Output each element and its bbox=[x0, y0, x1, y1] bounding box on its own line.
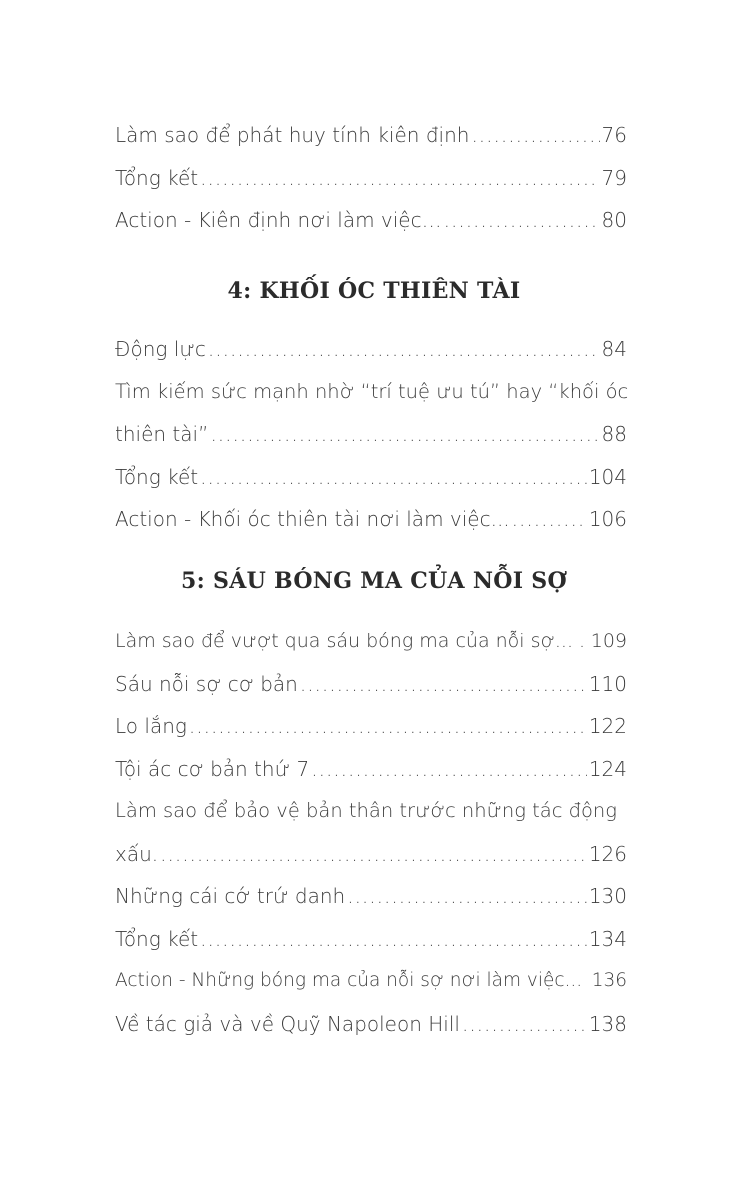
toc-entry-title: Làm sao để vượt qua sáu bóng ma của nỗi sợ... . bbox=[115, 630, 586, 652]
toc-entry-title: Những cái cớ trứ danh bbox=[115, 884, 346, 908]
toc-leader-dots bbox=[311, 748, 587, 791]
toc-entry-page: 124 bbox=[588, 756, 627, 781]
toc-leader-dots bbox=[347, 875, 587, 918]
toc-entry-page: 138 bbox=[588, 1011, 627, 1036]
toc-entry[interactable] bbox=[115, 620, 627, 663]
toc-leader-dots bbox=[189, 705, 587, 748]
toc-entry[interactable] bbox=[115, 875, 627, 918]
toc-entry-title: Tội ác cơ bản thứ 7 bbox=[115, 756, 310, 781]
toc-entry-title-line: Làm sao để bảo vệ bản thân trước những tác động bbox=[115, 799, 617, 822]
toc-entry-page: 106 bbox=[588, 507, 627, 531]
toc-entry-title: Sáu nỗi sợ cơ bản bbox=[115, 671, 298, 696]
toc-entry-page: 110 bbox=[588, 671, 627, 696]
toc-entry[interactable] bbox=[115, 960, 627, 1003]
toc-entry[interactable] bbox=[115, 371, 627, 456]
toc-entry-page: 109 bbox=[590, 630, 627, 652]
toc-entry-title: Action - Kiên định nơi làm việc… bbox=[115, 208, 442, 232]
toc-entry-page: 79 bbox=[601, 165, 627, 190]
toc-entry-page: 130 bbox=[588, 884, 627, 908]
toc-entry-title: Tổng kết bbox=[115, 165, 199, 190]
toc-entry[interactable] bbox=[115, 328, 627, 371]
toc-entry-page: 88 bbox=[601, 422, 627, 446]
toc-section-chapter-5 bbox=[115, 620, 627, 1045]
toc-section-continued bbox=[115, 114, 627, 242]
toc-entry-continuation bbox=[115, 413, 627, 456]
toc-leader-dots bbox=[160, 833, 587, 876]
toc-entry[interactable] bbox=[115, 1003, 627, 1046]
toc-entry-page: 122 bbox=[588, 714, 627, 738]
toc-entry[interactable] bbox=[115, 157, 627, 200]
toc-entry-title: Động lực bbox=[115, 337, 206, 361]
toc-entry-page: 134 bbox=[588, 926, 627, 951]
toc-entry-page: 126 bbox=[588, 841, 627, 866]
toc-entry[interactable] bbox=[115, 498, 627, 541]
chapter-heading: 4: KHỐI ÓC THIÊN TÀI bbox=[227, 278, 521, 304]
chapter-heading: 5: SÁU BÓNG MA CỦA NỖI SỢ bbox=[181, 568, 567, 594]
toc-entry[interactable] bbox=[115, 114, 627, 157]
toc-entry-title: Về tác giả và về Quỹ Napoleon Hill bbox=[115, 1011, 460, 1036]
toc-leader-dots bbox=[200, 456, 587, 499]
toc-leader-dots bbox=[200, 157, 599, 200]
toc-entry-page: 136 bbox=[591, 970, 627, 991]
toc-entry[interactable] bbox=[115, 663, 627, 706]
toc-entry-continuation bbox=[115, 833, 627, 876]
toc-leader-dots bbox=[444, 199, 600, 242]
toc-entry-title: Làm sao để phát huy tính kiên định bbox=[115, 123, 470, 147]
toc-entry-page: 76 bbox=[601, 123, 627, 147]
toc-entry-page: 80 bbox=[601, 208, 627, 232]
toc-entry-title-line: Tìm kiếm sức mạnh nhờ “trí tuệ ưu tú” hay “khối óc bbox=[115, 379, 629, 403]
toc-entry[interactable] bbox=[115, 918, 627, 961]
toc-leader-dots bbox=[200, 918, 587, 961]
toc-entry-page: 84 bbox=[601, 337, 627, 361]
toc-leader-dots bbox=[471, 114, 599, 157]
toc-leader-dots bbox=[210, 413, 599, 456]
toc-entry-title: thiên tài” bbox=[115, 422, 209, 446]
toc-entry-title: Lo lắng bbox=[115, 714, 187, 738]
toc-entry[interactable] bbox=[115, 456, 627, 499]
toc-leader-dots bbox=[462, 1003, 587, 1046]
toc-entry[interactable] bbox=[115, 748, 627, 791]
toc-entry-page: 104 bbox=[588, 464, 627, 489]
toc-leader-dots bbox=[512, 498, 587, 541]
toc-leader-dots bbox=[300, 663, 587, 706]
toc-entry-title: Tổng kết bbox=[115, 926, 199, 951]
toc-entry[interactable] bbox=[115, 705, 627, 748]
toc-entry-title: Tổng kết bbox=[115, 464, 199, 489]
toc-entry-title: Action - Khối óc thiên tài nơi làm việc... bbox=[115, 507, 510, 531]
toc-leader-dots bbox=[208, 328, 600, 371]
toc-entry-title: xấu. bbox=[115, 841, 159, 866]
toc-section-chapter-4 bbox=[115, 328, 627, 541]
toc-entry[interactable] bbox=[115, 790, 627, 875]
toc-entry-title: Action - Những bóng ma của nỗi sợ nơi làm việc... bbox=[115, 970, 583, 991]
toc-entry[interactable] bbox=[115, 199, 627, 242]
